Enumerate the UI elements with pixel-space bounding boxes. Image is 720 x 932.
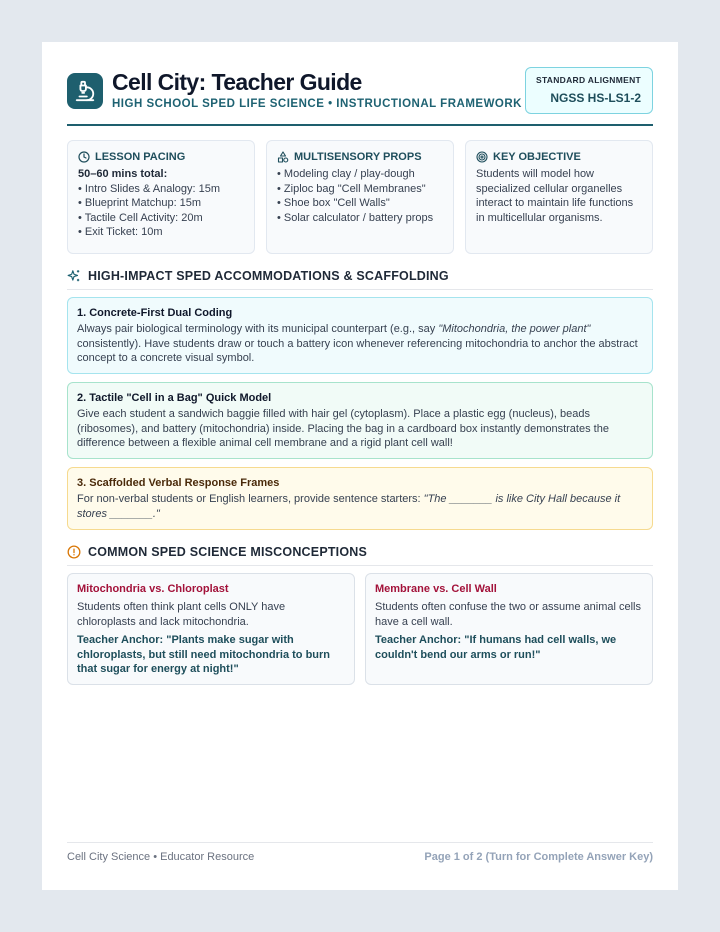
- page-subtitle: HIGH SCHOOL SPED LIFE SCIENCE • INSTRUCTIONAL FRAMEWORK: [112, 98, 522, 110]
- list-item: • Shoe box "Cell Walls": [277, 197, 390, 210]
- key-objective-heading: [476, 151, 642, 163]
- multisensory-props-heading: [277, 151, 443, 163]
- standard-label: STANDARD ALIGNMENT: [535, 75, 641, 85]
- misconception-text: Students often think plant cells ONLY have chloroplasts and lack mitochondria.: [77, 601, 286, 628]
- teacher-guide-page: [42, 42, 678, 890]
- target-icon: [476, 151, 488, 163]
- misconception-text: Students often confuse the two or assume animal cells have a cell wall.: [375, 601, 641, 628]
- lesson-pacing-heading: [78, 151, 244, 163]
- key-objective-title: KEY OBJECTIVE: [493, 151, 581, 163]
- footer-source: Cell City Science • Educator Resource: [67, 851, 255, 863]
- shapes-icon: [277, 151, 289, 163]
- page-header: [67, 67, 653, 127]
- pacing-total: 50–60 mins total:: [78, 168, 168, 180]
- accommodation-title: 1. Concrete-First Dual Coding: [77, 307, 233, 319]
- standard-alignment-badge: [525, 67, 653, 114]
- list-item: • Tactile Cell Activity: 20m: [78, 211, 203, 224]
- accommodations-heading: [67, 269, 653, 290]
- key-objective-card: [465, 140, 653, 254]
- lesson-pacing-card: [67, 140, 255, 254]
- multisensory-props-title: MULTISENSORY PROPS: [294, 151, 422, 163]
- page-footer: [67, 842, 653, 863]
- accommodation-card-1: [67, 297, 653, 374]
- alert-circle-icon: [67, 545, 81, 559]
- accommodation-title: 3. Scaffolded Verbal Response Frames: [77, 477, 280, 489]
- accommodation-text: For non-verbal students or English learners, provide sentence starters: "The _______ is like City Hall because it stores _______.": [77, 493, 621, 520]
- teacher-anchor: Teacher Anchor: "If humans had cell walls, we couldn't bend our arms or run!": [375, 634, 617, 661]
- misconceptions-heading: [67, 545, 653, 566]
- misconception-card-2: [365, 573, 653, 685]
- list-item: • Modeling clay / play-dough: [277, 168, 415, 180]
- misconceptions-title: COMMON SPED SCIENCE MISCONCEPTIONS: [88, 545, 368, 559]
- accommodation-text: Give each student a sandwich baggie filled with hair gel (cytoplasm). Place a plastic egg (nucleus), beads (ribosomes), and battery (mitochondria) inside. Placing the bag in a cardboard box instantly demonstrates the difference between a flexible animal cell membrane and a rigid plant cell wall!: [77, 408, 609, 450]
- misconception-title: Membrane vs. Cell Wall: [375, 583, 497, 595]
- microscope-icon: [67, 73, 103, 109]
- misconception-title: Mitochondria vs. Chloroplast: [77, 583, 229, 595]
- page-title: Cell City: Teacher Guide: [112, 69, 362, 95]
- misconception-card-1: [67, 573, 355, 685]
- props-list: [277, 167, 443, 225]
- pacing-list: [78, 182, 244, 240]
- accommodation-text: Always pair biological terminology with its municipal counterpart (e.g., say "Mitochondria, the power plant" consistently). Have students draw or touch a battery icon whenever referencing mitochondria to anchor the abstract concept to a concrete visual symbol.: [77, 323, 638, 365]
- header-divider: [67, 124, 653, 126]
- multisensory-props-card: [266, 140, 454, 254]
- key-objective-text: Students will model how specialized cellular organelles interact to maintain life functions in multicellular organisms.: [476, 168, 634, 224]
- list-item: • Blueprint Matchup: 15m: [78, 197, 202, 210]
- sparkles-icon: [67, 269, 81, 283]
- standard-value: NGSS HS-LS1-2: [550, 91, 641, 105]
- list-item: • Ziploc bag "Cell Membranes": [277, 182, 426, 195]
- list-item: • Solar calculator / battery props: [277, 211, 434, 224]
- accommodation-title: 2. Tactile "Cell in a Bag" Quick Model: [77, 392, 272, 404]
- lesson-pacing-title: LESSON PACING: [95, 151, 186, 163]
- footer-page-number: Page 1 of 2 (Turn for Complete Answer Key): [424, 851, 653, 863]
- list-item: • Intro Slides & Analogy: 15m: [78, 182, 221, 195]
- accommodation-card-3: [67, 467, 653, 530]
- teacher-anchor: Teacher Anchor: "Plants make sugar with chloroplasts, but still need mitochondria to burn that sugar for energy at night!": [77, 634, 331, 676]
- list-item: • Exit Ticket: 10m: [78, 226, 163, 239]
- overview-cards: [67, 140, 653, 254]
- accommodations-title: HIGH-IMPACT SPED ACCOMMODATIONS & SCAFFOLDING: [88, 269, 449, 283]
- accommodation-card-2: [67, 382, 653, 459]
- clock-icon: [78, 151, 90, 163]
